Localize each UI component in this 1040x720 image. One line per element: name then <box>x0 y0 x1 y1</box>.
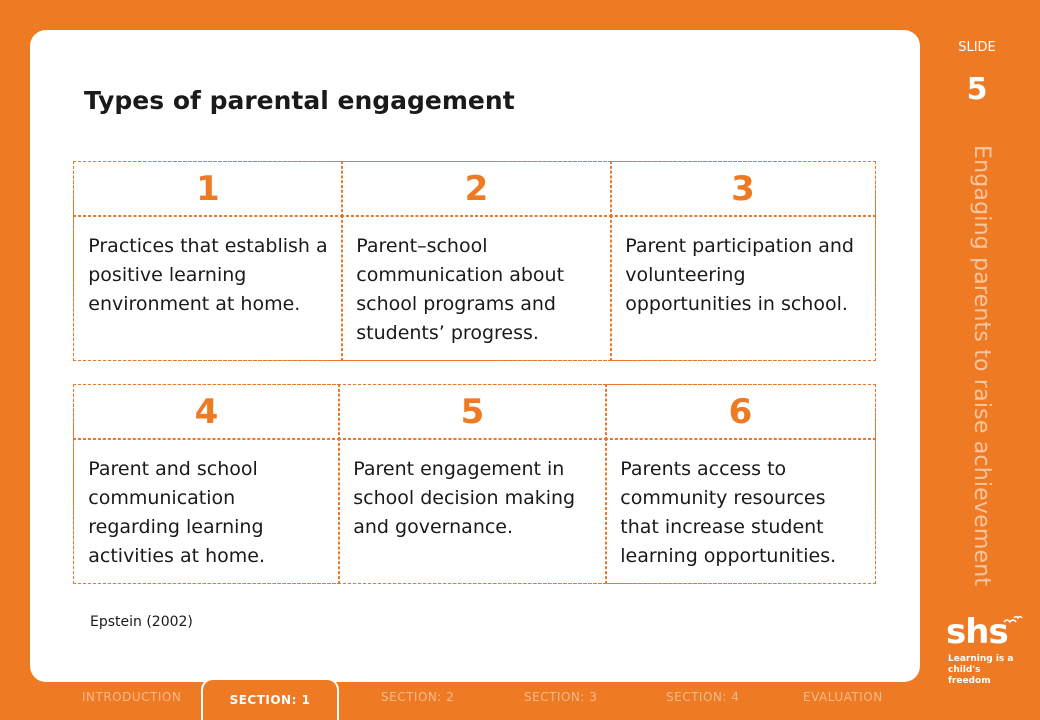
type-description-5: Parent engagement in school decision making and governance. <box>338 438 607 584</box>
type-number-5: 5 <box>338 384 607 440</box>
tab-section-1[interactable]: SECTION: 1 <box>201 678 339 720</box>
tab-section-4[interactable]: SECTION: 4 <box>666 690 740 704</box>
tab-evaluation[interactable]: EVALUATION <box>803 690 883 704</box>
slide-number: 5 <box>966 72 988 107</box>
section-tabs <box>0 682 940 720</box>
type-description-4: Parent and school communication regarding learning activities at home. <box>73 438 340 584</box>
type-number-2: 2 <box>341 161 612 217</box>
page-title: Types of parental engagement <box>84 86 515 115</box>
shs-logo <box>946 612 1026 692</box>
tab-section-2[interactable]: SECTION: 2 <box>381 690 455 704</box>
type-number-6: 6 <box>605 384 876 440</box>
tab-introduction[interactable]: INTRODUCTION <box>82 690 182 704</box>
tab-section-3[interactable]: SECTION: 3 <box>524 690 598 704</box>
citation: Epstein (2002) <box>90 614 193 630</box>
type-description-3: Parent participation and volunteering opportunities in school. <box>610 215 876 361</box>
type-description-2: Parent–school communication about school programs and students’ progress. <box>341 215 612 361</box>
type-number-4: 4 <box>73 384 340 440</box>
type-description-6: Parents access to community resources that increase student learning opportunities. <box>605 438 876 584</box>
slide-label: SLIDE <box>958 40 996 55</box>
type-description-1: Practices that establish a positive learning environment at home. <box>73 215 343 361</box>
engagement-table-top <box>73 161 876 361</box>
logo-tagline: Learning is a child's freedom <box>948 654 1014 686</box>
birds-icon <box>1002 614 1024 628</box>
vertical-title-area <box>938 145 1018 587</box>
type-number-3: 3 <box>610 161 876 217</box>
logo-wordmark: shs <box>946 612 1008 652</box>
engagement-table-bottom <box>73 384 876 584</box>
vertical-title: Engaging parents to raise achievement <box>969 145 994 587</box>
type-number-1: 1 <box>73 161 343 217</box>
